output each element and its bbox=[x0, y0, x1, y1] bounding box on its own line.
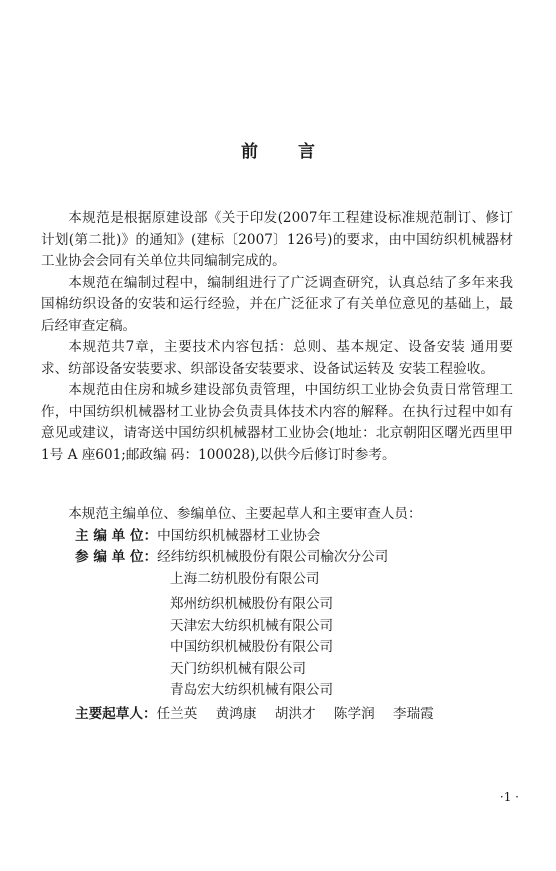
drafter-name: 陈学润 bbox=[333, 705, 375, 722]
chief-unit-label: 主 编 单 位 bbox=[75, 527, 144, 544]
drafters-label: 主要起草人 bbox=[75, 705, 143, 722]
drafter-name: 黄鸿康 bbox=[215, 705, 257, 722]
paragraph-contents: 本规范共7章，主要技术内容包括：总则、基本规定、设备安装 通用要求、纺部设备安装要求、织部设备安装要求、设备试运转及 安装工程验收。 bbox=[41, 339, 513, 377]
participating-unit-first: 经纬纺织机械股份有限公司榆次分公司 bbox=[157, 549, 389, 565]
title-char-1: 前 bbox=[241, 142, 258, 162]
participating-unit-row bbox=[41, 547, 513, 569]
drafters-separator: ： bbox=[142, 705, 157, 722]
preface-body bbox=[41, 208, 513, 466]
page-title bbox=[0, 137, 556, 162]
participating-unit-separator: ： bbox=[143, 549, 158, 565]
paragraph-basis: 本规范是根据原建设部《关于印发(2007年工程建设标准规范制订、修订计划(第二批)》的通知》(建标〔2007〕126号)的要求，由中国纺织机械器材工业协会会同有关单位共同编制完成的。 bbox=[41, 210, 513, 269]
list-item: 天津宏大纺织机械有限公司 bbox=[170, 617, 334, 634]
drafters-names bbox=[157, 704, 448, 726]
participating-unit-label: 参 编 单 位 bbox=[75, 549, 144, 565]
drafter-name: 任兰英 bbox=[156, 705, 198, 722]
chief-unit-row bbox=[41, 526, 513, 548]
title-char-2: 言 bbox=[298, 142, 315, 162]
paragraph-management: 本规范由住房和城乡建设部负责管理，中国纺织工业协会负责日常管理工作，中国纺织机械器材工业协会负责具体技术内容的解释。在执行过程中如有意见或建议，请寄送中国纺织机械器材工业协会(地址：北京朝阳区曙光西里甲1号 A 座601;邮政编 码：100028),以供今后修订时参考。 bbox=[41, 382, 513, 463]
participating-unit-list bbox=[41, 569, 513, 702]
list-item: 郑州纺织机械股份有限公司 bbox=[170, 596, 334, 612]
units-intro: 本规范主编单位、参编单位、主要起草人和主要审查人员： bbox=[68, 506, 422, 522]
page-number: ·1 · bbox=[499, 790, 519, 804]
chief-unit-value: 中国纺织机械器材工业协会 bbox=[157, 527, 321, 544]
list-item: 天门纺织机械有限公司 bbox=[170, 660, 306, 677]
units-section bbox=[41, 504, 513, 725]
drafters-row bbox=[41, 704, 513, 726]
paragraph-process: 本规范在编制过程中，编制组进行了广泛调查研究，认真总结了多年来我国棉纺织设备的安装和运行经验，并在广泛征求了有关单位意见的基础上，最后经审查定稿。 bbox=[41, 274, 513, 334]
list-item: 上海二纺机股份有限公司 bbox=[170, 570, 320, 587]
drafter-name: 胡洪才 bbox=[274, 705, 316, 722]
list-item: 青岛宏大纺织机械有限公司 bbox=[170, 682, 334, 698]
drafter-name: 李瑞霞 bbox=[393, 705, 434, 722]
list-item: 中国纺织机械股份有限公司 bbox=[170, 639, 334, 655]
chief-unit-separator: ： bbox=[143, 527, 158, 544]
